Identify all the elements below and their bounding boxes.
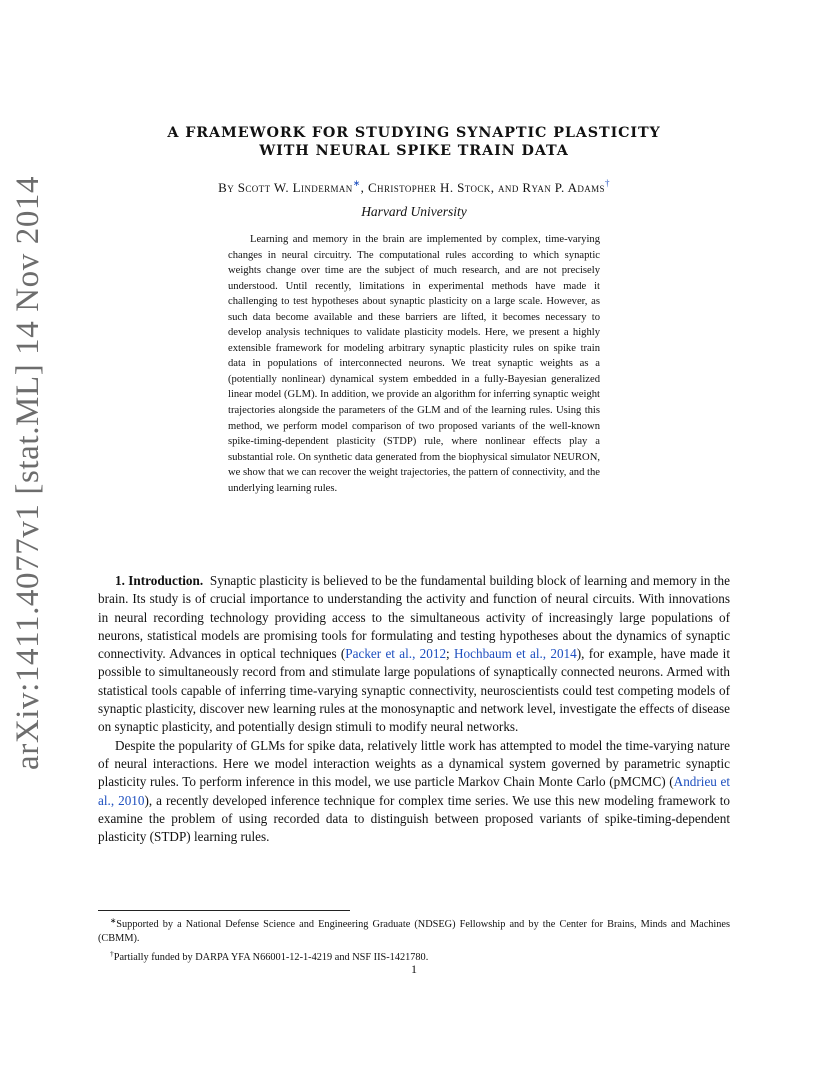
intro-text: ), a recently developed inference technique for complex time series. We use this new modeling framework to examine the problem of using recorded data to distinguish between proposed variants of spike-timing-dependent plasticity (STDP) learning rules. [98, 792, 730, 845]
paper-title [98, 124, 730, 160]
abstract: Learning and memory in the brain are implemented by complex, time-varying changes in neural circuitry. The computational rules according to which synaptic weights change over time are the subject of much research, and are not precisely understood. Until recently, limitations in experimental methods have made it challenging to test hypotheses about synaptic plasticity on a large scale. However, as such data become available and these barriers are lifted, it becomes necessary to develop analysis techniques to validate plasticity models. Here, we present a highly extensible framework for modeling arbitrary synaptic plasticity rules on spike train data in populations of interconnected neurons. We treat synaptic weights as a (potentially nonlinear) dynamical system embedded in a fully-Bayesian generalized linear model (GLM). In addition, we provide an algorithm for inferring synaptic weight trajectories alongside the parameters of the GLM and of the learning rules. Using this method, we perform model comparison of two proposed variants of the well-known spike-timing-dependent plasticity (STDP) rule, where nonlinear effects play a substantial role. On synthetic data generated from the biophysical simulator NEURON, we show that we can recover the weight trajectories, the pattern of connectivity, and the underlying learning rules. [228, 234, 600, 494]
affiliation: Harvard University [361, 204, 467, 219]
intro-paragraph-1 [98, 572, 730, 737]
citation-packer[interactable]: Packer et al., 2012 [345, 646, 447, 662]
footnote-2-mark: † [110, 948, 114, 958]
footnote-1-mark: ∗ [110, 916, 117, 925]
intro-text: Despite the popularity of GLMs for spike data, relatively little work has attempted to model the time-varying nature of neural interactions. Here we model interaction weights as a dynamical system governed by parametric synaptic plasticity rules. To perform inference in this model, we use particle Markov Chain Monte Carlo (pMCMC) ( [98, 737, 730, 790]
footnote-mark-1[interactable]: ∗ [352, 178, 361, 188]
title-line-2: WITH NEURAL SPIKE TRAIN DATA [259, 143, 569, 159]
arxiv-identifier: arXiv:1411.4077v1 [stat.ML] 14 Nov 2014 [10, 175, 46, 770]
footnote-rule [98, 910, 350, 911]
author-linderman: Scott W. Linderman [237, 180, 353, 195]
author-adams: Ryan P. Adams [522, 180, 605, 195]
footnote-1 [98, 914, 730, 947]
section-heading: 1. Introduction. [115, 573, 204, 588]
citation-andrieu[interactable]: Andrieu et al., 2010 [98, 774, 730, 808]
footnote-1-text: Supported by a National Defense Science and Engineering Graduate (NDSEG) Fellowship and by the Center for Brains, Minds and Machines (CBMM). [98, 919, 730, 945]
author-separator: , [360, 180, 368, 195]
title-line-1: A FRAMEWORK FOR STUDYING SYNAPTIC PLASTICITY [167, 125, 661, 141]
footnotes [98, 914, 730, 965]
intro-text: Synaptic plasticity is believed to be the fundamental building block of learning and memory in the brain. Its study is of crucial importance to understanding the activity and function of neural circuits. With innovations in neural recording technology providing access to the simultaneous activity of increasingly large populations of neurons, statistical models are promising tools for formulating and testing hypotheses about the dynamics of synaptic connectivity. Advances in optical techniques ( [98, 573, 730, 662]
citation-separator: ; [446, 646, 455, 662]
page-number: 1 [411, 962, 417, 976]
citation-hochbaum[interactable]: Hochbaum et al., 2014 [454, 646, 577, 662]
author-separator: , and [490, 180, 523, 195]
footnote-2-text: Partially funded by DARPA YFA N66001-12-1-4219 and NSF IIS-1421780. [113, 951, 429, 963]
intro-text: ), for example, have made it possible to simultaneously record from and stimulate large populations of synaptically connected neurons. Armed with statistical tools capable of inferring time-varying synaptic connectivity, neuroscientists could test competing models of synaptic plasticity, discover new learning rules at the monosynaptic and network level, investigate the effects of disease on synaptic plasticity, and potentially design stimuli to modify neural networks. [98, 646, 731, 735]
footnote-mark-2[interactable]: † [604, 178, 610, 188]
author-list [98, 178, 730, 196]
byline-prefix: By [218, 180, 238, 195]
author-stock: Christopher H. Stock [367, 180, 491, 195]
introduction-section [98, 572, 730, 846]
intro-paragraph-2 [98, 737, 730, 847]
